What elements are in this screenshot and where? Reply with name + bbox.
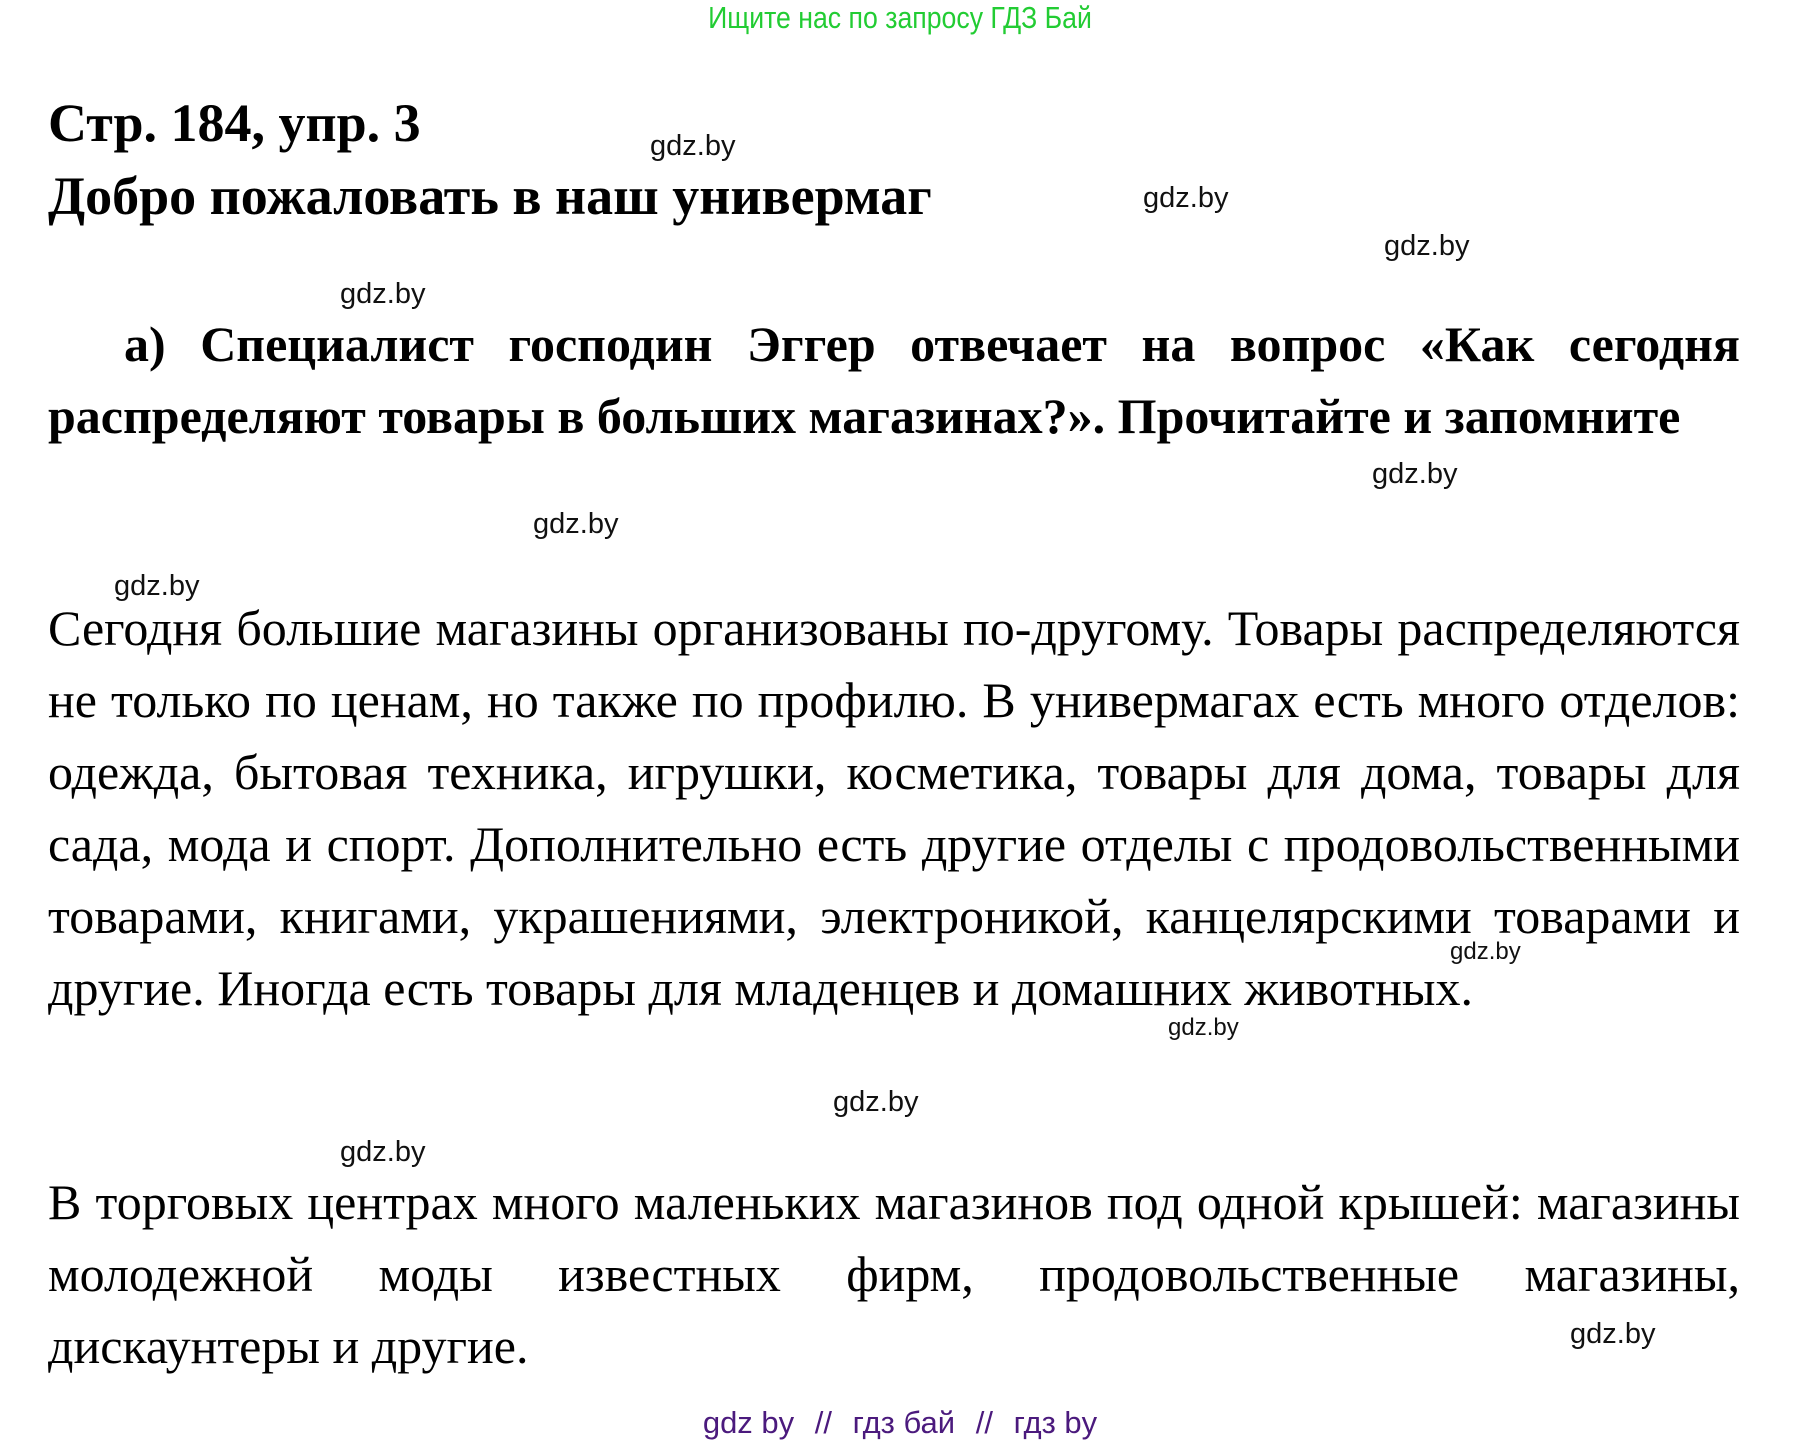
exercise-title: Добро пожаловать в наш универмаг (48, 166, 932, 226)
watermark: gdz.by (1570, 1318, 1656, 1350)
watermark: gdz.by (833, 1086, 919, 1118)
footer-separator: // (814, 1405, 833, 1440)
watermark: gdz.by (1450, 938, 1521, 965)
page-reference: Стр. 184, упр. 3 (48, 93, 421, 153)
body-paragraph-2: В торговых центрах много маленьких магазинов под одной крышей: магазины молодежной моды известных фирм, продовольственные магазины, дискаунтеры и другие. (48, 1174, 1740, 1374)
footer-link-gdz-by-cyr[interactable]: гдз by (1013, 1405, 1098, 1440)
footer-separator: // (975, 1405, 993, 1440)
watermark: gdz.by (533, 508, 619, 540)
watermark: gdz.by (650, 130, 736, 162)
watermark: gdz.by (340, 278, 426, 310)
watermark: gdz.by (1384, 230, 1470, 262)
footer-links (0, 1405, 1800, 1441)
watermark: gdz.by (1143, 182, 1229, 214)
footer-link-gdz-bai[interactable]: гдз бай (852, 1405, 956, 1440)
task-instruction: а) Специалист господин Эггер отвечает на вопрос «Как сегодня распределяют товары в больших магазинах?». Прочитайте и запомните (48, 316, 1740, 444)
watermark: gdz.by (1372, 458, 1458, 490)
watermark: gdz.by (114, 570, 200, 602)
watermark: gdz.by (1168, 1014, 1239, 1041)
footer-link-gdz-by[interactable]: gdz by (702, 1405, 795, 1440)
watermark: gdz.by (340, 1136, 426, 1168)
search-hint-banner: Ищите нас по запросу ГДЗ Бай (708, 0, 1092, 35)
body-paragraph-1: Сегодня большие магазины организованы по-другому. Товары распределяются не только по ценам, но также по профилю. В универмагах есть много отделов: одежда, бытовая техника, игрушки, косметика, товары для дома, товары для сада, мода и спорт. Дополнительно есть другие отделы с продовольственными товарами, книгами, украшениями, электроникой, канцелярскими товарами и другие. Иногда есть товары для младенцев и домашних животных. (48, 600, 1740, 1016)
